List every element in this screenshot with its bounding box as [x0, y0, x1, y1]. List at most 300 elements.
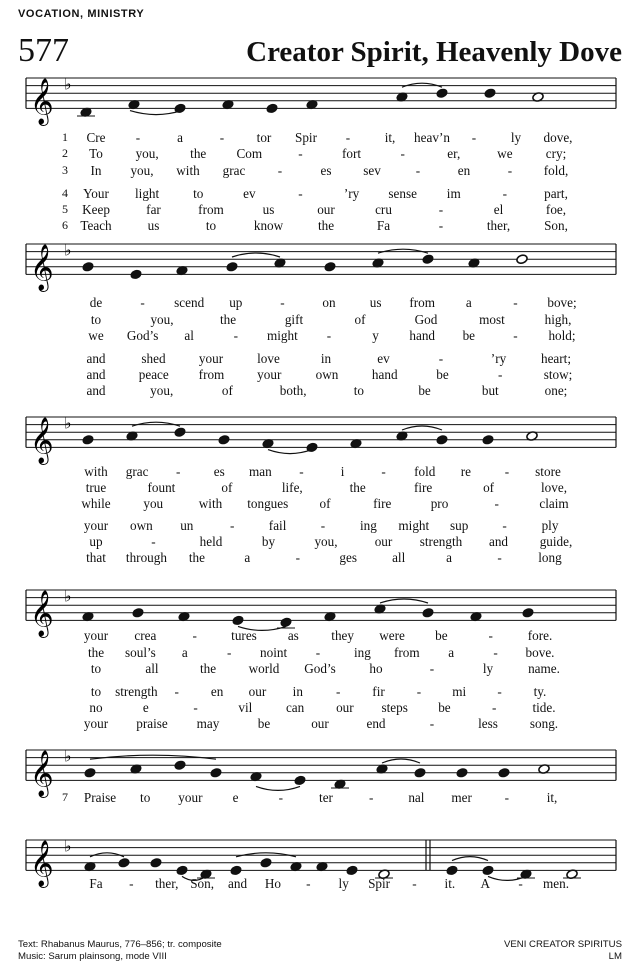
- lyric-syllable: vil: [238, 700, 253, 715]
- lyric-syllable: -: [335, 684, 341, 699]
- lyric-syllable: in: [320, 351, 332, 366]
- lyric-syllable: it.: [444, 876, 456, 891]
- slur: [402, 426, 442, 430]
- lyric-syllable: held: [199, 534, 223, 549]
- lyric-syllable: you,: [314, 534, 338, 549]
- lyric-syllable: your: [198, 351, 224, 366]
- lyric-syllable: of: [354, 312, 366, 327]
- lyric-syllable: -: [400, 146, 405, 161]
- lyric-syllable: ther,: [155, 876, 179, 891]
- lyric-syllable: -: [493, 645, 498, 660]
- meter: LM: [608, 951, 622, 962]
- lyric-syllable: the: [317, 218, 335, 233]
- lyric-syllable: they: [331, 628, 355, 643]
- verse-number: 3: [62, 163, 68, 177]
- lyric-syllable: to: [90, 312, 102, 327]
- lyric-syllable: praise: [136, 716, 168, 731]
- lyric-syllable: -: [494, 496, 499, 511]
- lyric-syllable: -: [429, 716, 435, 731]
- lyric-syllable: it,: [546, 790, 558, 805]
- note: [324, 261, 336, 272]
- flat-key-signature-icon: ♭: [64, 240, 72, 260]
- lyric-syllable: ho: [369, 661, 383, 676]
- lyric-syllable: the: [219, 312, 237, 327]
- lyric-syllable: God’s: [304, 661, 336, 676]
- verse-number: 7: [62, 790, 68, 804]
- verse-number: 4: [62, 186, 68, 200]
- note: [422, 607, 434, 618]
- slur: [452, 857, 488, 861]
- lyric-syllable: fold: [414, 464, 436, 479]
- lyric-syllable: fort: [342, 146, 362, 161]
- lyric-syllable: to: [353, 383, 364, 398]
- lyric-syllable: el: [493, 202, 504, 217]
- lyric-syllable: a: [177, 130, 183, 145]
- lyric-syllable: claim: [539, 496, 569, 511]
- lyric-syllable: no: [89, 700, 103, 715]
- lyric-syllable: Ho: [264, 876, 281, 891]
- lyric-syllable: fail: [268, 518, 287, 533]
- note: [446, 865, 458, 876]
- flat-key-signature-icon: ♭: [64, 74, 72, 94]
- lyric-syllable: fore.: [527, 628, 553, 643]
- lyric-syllable: cru: [375, 202, 392, 217]
- lyric-syllable: es: [213, 464, 225, 479]
- lyric-syllable: er,: [447, 146, 461, 161]
- note: [260, 857, 272, 868]
- lyric-syllable: Fa: [376, 218, 391, 233]
- lyric-syllable: heav’n: [414, 130, 450, 145]
- lyric-syllable: up: [89, 534, 103, 549]
- lyric-syllable: -: [229, 518, 235, 533]
- lyric-syllable: and: [488, 534, 509, 549]
- lyric-syllable: -: [497, 684, 502, 699]
- lyric-syllable: Son,: [544, 218, 568, 233]
- lyric-syllable: guide,: [539, 534, 573, 549]
- note: [118, 857, 130, 868]
- note: [280, 617, 292, 628]
- text-credit: Text: Rhabanus Maurus, 776–856; tr. composite: [18, 939, 222, 950]
- lyric-syllable: far: [146, 202, 161, 217]
- lyric-syllable: -: [135, 130, 141, 145]
- lyric-syllable: were: [379, 628, 405, 643]
- slur: [382, 759, 420, 763]
- lyric-syllable: im: [446, 186, 461, 201]
- lyric-syllable: and: [228, 876, 248, 891]
- flat-key-signature-icon: ♭: [64, 746, 72, 766]
- lyric-syllable: stow;: [543, 367, 573, 382]
- lyric-syllable: be: [438, 700, 451, 715]
- note: [84, 767, 96, 778]
- lyric-syllable: long: [538, 550, 562, 565]
- lyric-syllable: God’s: [126, 328, 159, 343]
- lyric-syllable: and: [86, 351, 106, 366]
- lyric-syllable: to: [90, 684, 102, 699]
- lyric-syllable: the: [87, 645, 105, 660]
- note: [230, 865, 242, 876]
- lyric-syllable: e: [142, 700, 149, 715]
- lyric-syllable: -: [513, 328, 518, 343]
- lyric-syllable: you: [143, 496, 164, 511]
- lyric-syllable: -: [175, 464, 181, 479]
- lyric-syllable: the: [190, 146, 207, 161]
- lyric-syllable: and: [86, 367, 106, 382]
- note: [482, 434, 494, 445]
- lyric-syllable: us: [262, 202, 275, 217]
- lyric-syllable: ther,: [486, 218, 511, 233]
- lyric-syllable: -: [320, 518, 326, 533]
- lyric-syllable: know: [253, 218, 284, 233]
- lyric-syllable: song.: [529, 716, 559, 731]
- lyric-syllable: -: [504, 464, 510, 479]
- lyric-syllable: your: [83, 518, 109, 533]
- lyric-syllable: ’ry: [490, 351, 507, 366]
- lyric-syllable: de: [89, 295, 103, 310]
- lyric-syllable: light: [135, 186, 160, 201]
- lyric-syllable: noint: [260, 645, 288, 660]
- staff-system-3: [0, 397, 640, 467]
- note: [218, 434, 230, 445]
- lyric-syllable: us: [147, 218, 160, 233]
- lyric-syllable: to: [205, 218, 217, 233]
- lyric-syllable: through: [125, 550, 167, 565]
- lyric-syllable: most: [479, 312, 505, 327]
- lyric-syllable: we: [497, 146, 513, 161]
- note: [226, 261, 238, 272]
- lyric-syllable: name.: [528, 661, 560, 676]
- lyric-syllable: -: [277, 163, 283, 178]
- lyric-syllable: less: [478, 716, 498, 731]
- lyric-syllable: sev: [363, 163, 381, 178]
- treble-clef-icon: 𝄞: [30, 750, 54, 797]
- verse-number: 6: [62, 218, 68, 232]
- lyric-syllable: on: [322, 295, 336, 310]
- note: [82, 261, 94, 272]
- slur: [268, 450, 312, 454]
- lyric-syllable: mi: [452, 684, 467, 699]
- lyric-syllable: love: [257, 351, 280, 366]
- section-label: VOCATION, MINISTRY: [18, 8, 145, 20]
- lyric-syllable: -: [298, 186, 303, 201]
- lyric-syllable: -: [518, 876, 523, 891]
- lyric-syllable: our: [248, 684, 267, 699]
- lyric-syllable: from: [198, 202, 224, 217]
- lyric-syllable: -: [507, 163, 513, 178]
- lyric-syllable: the: [349, 480, 366, 495]
- lyric-syllable: in: [292, 684, 303, 699]
- lyric-syllable: be: [418, 383, 431, 398]
- lyric-syllable: -: [416, 684, 422, 699]
- note: [232, 615, 244, 626]
- lyric-syllable: ply: [541, 518, 559, 533]
- lyric-syllable: strength: [419, 534, 463, 549]
- lyric-syllable: a: [448, 645, 455, 660]
- lyric-syllable: A: [480, 876, 490, 891]
- lyric-syllable: ty.: [533, 684, 547, 699]
- verse-number: 1: [62, 130, 68, 144]
- lyric-syllable: be: [435, 628, 448, 643]
- lyric-syllable: us: [369, 295, 382, 310]
- lyric-syllable: from: [409, 295, 436, 310]
- lyric-syllable: -: [193, 700, 198, 715]
- lyric-syllable: Keep: [82, 202, 110, 217]
- lyric-syllable: be: [462, 328, 476, 343]
- lyric-syllable: ing: [353, 645, 371, 660]
- lyric-syllable: of: [319, 496, 331, 511]
- verse-number: 5: [62, 202, 68, 216]
- lyric-syllable: -: [429, 661, 435, 676]
- lyric-syllable: from: [198, 367, 225, 382]
- lyric-syllable: bove;: [547, 295, 577, 310]
- lyric-syllable: dove,: [543, 130, 573, 145]
- lyric-syllable: peace: [138, 367, 169, 382]
- lyric-syllable: ly: [482, 661, 494, 676]
- lyric-syllable: tongues: [247, 496, 289, 511]
- lyric-syllable: -: [226, 645, 232, 660]
- lyric-syllable: our: [311, 716, 329, 731]
- lyric-syllable: and: [86, 383, 106, 398]
- lyric-syllable: steps: [381, 700, 408, 715]
- lyric-syllable: i: [340, 464, 345, 479]
- lyric-syllable: -: [412, 876, 417, 891]
- lyric-syllable: -: [219, 130, 225, 145]
- lyric-syllable: you,: [135, 146, 159, 161]
- lyric-syllable: es: [320, 163, 332, 178]
- lyric-syllable: -: [502, 518, 507, 533]
- credits: [18, 939, 222, 963]
- lyric-syllable: God: [414, 312, 438, 327]
- lyric-syllable: man: [249, 464, 272, 479]
- lyric-syllable: our: [317, 202, 335, 217]
- note: [484, 88, 496, 99]
- lyric-syllable: -: [192, 628, 197, 643]
- lyric-syllable: ter: [319, 790, 333, 805]
- note: [174, 427, 186, 438]
- lyric-syllable: -: [438, 351, 444, 366]
- lyric-syllable: -: [278, 790, 283, 805]
- lyric-syllable: -: [471, 130, 477, 145]
- lyric-syllable: e: [232, 790, 239, 805]
- lyric-syllable: a: [244, 550, 251, 565]
- staff-system-2: [0, 224, 640, 294]
- staff-system-1: [0, 58, 640, 128]
- lyric-syllable: might: [398, 518, 430, 533]
- note: [210, 767, 222, 778]
- lyric-syllable: -: [438, 202, 444, 217]
- lyric-syllable: grac: [125, 464, 149, 479]
- verse-number: 2: [62, 146, 68, 160]
- lyric-syllable: In: [90, 163, 102, 178]
- lyric-syllable: by: [261, 534, 276, 549]
- lyric-syllable: may: [196, 716, 220, 731]
- lyric-syllable: crea: [134, 628, 157, 643]
- lyric-syllable: nal: [408, 790, 425, 805]
- lyric-syllable: as: [287, 628, 299, 643]
- lyric-syllable: en: [457, 163, 471, 178]
- lyric-syllable: ing: [359, 518, 377, 533]
- lyric-syllable: fire: [373, 496, 392, 511]
- lyric-syllable: al: [184, 328, 194, 343]
- lyric-syllable: end: [366, 716, 386, 731]
- lyric-syllable: en: [210, 684, 224, 699]
- lyric-syllable: hold;: [548, 328, 576, 343]
- lyric-syllable: own: [130, 518, 153, 533]
- lyric-syllable: foe,: [545, 202, 567, 217]
- lyric-syllable: with: [198, 496, 223, 511]
- lyric-syllable: -: [504, 790, 509, 805]
- treble-clef-icon: 𝄞: [30, 590, 54, 637]
- lyric-syllable: bove.: [525, 645, 555, 660]
- lyric-syllable: -: [513, 295, 518, 310]
- lyric-syllable: -: [280, 295, 285, 310]
- lyric-syllable: -: [497, 550, 502, 565]
- lyric-syllable: Teach: [80, 218, 112, 233]
- hymn-title: Creator Spirit, Heavenly Dove: [246, 36, 622, 68]
- lyric-syllable: the: [188, 550, 205, 565]
- lyric-syllable: our: [336, 700, 354, 715]
- note: [176, 865, 188, 876]
- treble-clef-icon: 𝄞: [30, 840, 54, 887]
- lyric-syllable: sup: [450, 518, 469, 533]
- lyric-syllable: ges: [339, 550, 358, 565]
- lyric-syllable: high,: [544, 312, 572, 327]
- slur: [380, 599, 428, 603]
- lyric-syllable: -: [306, 876, 311, 891]
- lyric-syllable: be: [257, 716, 271, 731]
- lyric-syllable: -: [381, 464, 386, 479]
- lyric-syllable: you,: [150, 383, 174, 398]
- note: [346, 865, 358, 876]
- tune-info: [504, 939, 622, 963]
- lyric-syllable: with: [176, 163, 200, 178]
- lyric-syllable: tide.: [532, 700, 556, 715]
- note: [130, 269, 142, 280]
- lyric-syllable: our: [374, 534, 393, 549]
- lyric-syllable: tures: [231, 628, 257, 643]
- lyric-syllable: To: [89, 146, 103, 161]
- lyric-syllable: y: [372, 328, 379, 343]
- note: [174, 760, 186, 771]
- lyric-syllable: your: [178, 790, 203, 805]
- lyric-syllable: ev: [377, 351, 390, 366]
- lyric-syllable: -: [233, 328, 238, 343]
- lyric-syllable: -: [174, 684, 179, 699]
- lyric-syllable: ly: [510, 130, 522, 145]
- flat-key-signature-icon: ♭: [64, 836, 72, 856]
- lyric-syllable: fire: [413, 480, 433, 495]
- lyric-syllable: Your: [83, 186, 109, 201]
- lyric-syllable: world: [248, 661, 280, 676]
- lyric-syllable: life,: [281, 480, 303, 495]
- lyric-syllable: you,: [130, 163, 154, 178]
- note: [522, 607, 534, 618]
- lyric-syllable: -: [438, 218, 444, 233]
- lyric-syllable: Spir: [295, 130, 317, 145]
- lyric-syllable: -: [488, 628, 493, 643]
- whole-note: [516, 254, 528, 265]
- lyric-syllable: to: [193, 186, 204, 201]
- lyric-syllable: store: [535, 464, 561, 479]
- lyric-syllable: both,: [279, 383, 307, 398]
- lyric-syllable: might: [267, 328, 298, 343]
- lyric-syllable: -: [298, 146, 303, 161]
- note: [422, 254, 434, 265]
- flat-key-signature-icon: ♭: [64, 586, 72, 606]
- lyric-syllable: -: [140, 295, 145, 310]
- lyric-syllable: we: [88, 328, 104, 343]
- slur: [232, 253, 280, 257]
- lyric-syllable: your: [83, 628, 109, 643]
- note: [498, 767, 510, 778]
- note: [266, 103, 278, 114]
- lyric-syllable: that: [86, 550, 106, 565]
- hymn-number: 577: [18, 32, 69, 69]
- lyric-syllable: fold,: [543, 163, 569, 178]
- lyric-syllable: -: [315, 645, 321, 660]
- lyric-syllable: heart;: [540, 351, 572, 366]
- lyric-syllable: true: [85, 480, 107, 495]
- lyric-syllable: -: [502, 186, 508, 201]
- lyric-syllable: a: [446, 550, 453, 565]
- lyric-syllable: hand: [409, 328, 436, 343]
- lyric-syllable: from: [393, 645, 420, 660]
- lyric-syllable: you,: [150, 312, 174, 327]
- lyric-syllable: a: [465, 295, 472, 310]
- lyric-syllable: one;: [544, 383, 568, 398]
- slur: [130, 111, 182, 115]
- lyric-syllable: own: [315, 367, 339, 382]
- lyric-syllable: men.: [542, 876, 570, 891]
- lyric-syllable: hand: [371, 367, 398, 382]
- lyric-syllable: of: [221, 383, 233, 398]
- lyric-syllable: ev: [243, 186, 256, 201]
- note: [150, 857, 162, 868]
- lyric-syllable: the: [199, 661, 217, 676]
- lyric-syllable: of: [483, 480, 495, 495]
- lyric-syllable: be: [436, 367, 449, 382]
- lyric-syllable: ’ry: [343, 186, 360, 201]
- lyric-syllable: fir: [372, 684, 385, 699]
- lyric-syllable: while: [81, 496, 111, 511]
- lyric-syllable: Fa: [89, 876, 103, 891]
- lyric-syllable: sense: [388, 186, 417, 201]
- lyric-syllable: Son,: [190, 876, 215, 891]
- lyric-syllable: shed: [141, 351, 166, 366]
- lyric-syllable: grac: [222, 163, 246, 178]
- lyric-syllable: can: [285, 700, 305, 715]
- lyric-syllable: -: [129, 876, 134, 891]
- note: [414, 767, 426, 778]
- lyric-syllable: all: [392, 550, 406, 565]
- lyric-syllable: of: [221, 480, 233, 495]
- lyric-syllable: mer: [451, 790, 472, 805]
- lyric-syllable: up: [229, 295, 243, 310]
- lyric-syllable: -: [299, 464, 304, 479]
- lyric-syllable: Praise: [83, 790, 117, 805]
- lyric-syllable: it,: [384, 130, 396, 145]
- lyric-syllable: -: [326, 328, 332, 343]
- treble-clef-icon: 𝄞: [30, 244, 54, 291]
- lyric-syllable: soul’s: [125, 645, 156, 660]
- lyric-syllable: tor: [256, 130, 272, 145]
- lyric-syllable: strength: [115, 684, 158, 699]
- lyric-syllable: part,: [544, 186, 568, 201]
- treble-clef-icon: 𝄞: [30, 78, 54, 125]
- music-credit: Music: Sarum plainsong, mode VIII: [18, 951, 167, 962]
- note: [482, 865, 494, 876]
- lyric-syllable: cry;: [545, 146, 567, 161]
- lyric-syllable: scend: [174, 295, 205, 310]
